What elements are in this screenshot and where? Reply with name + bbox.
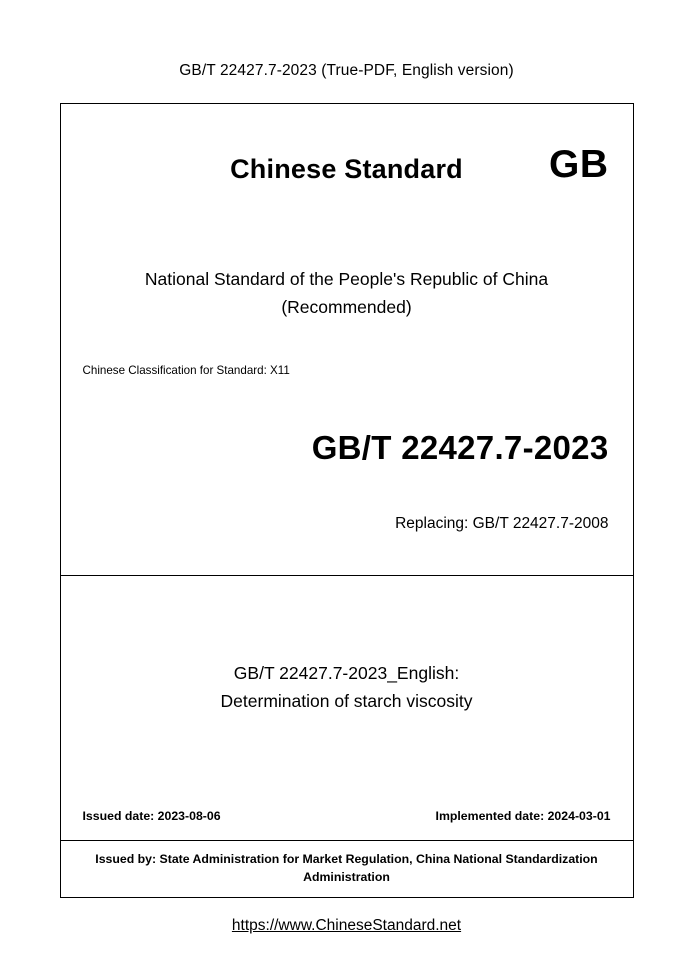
cover-bottom-section	[61, 841, 633, 897]
implemented-date: Implemented date: 2024-03-01	[435, 809, 611, 823]
cover-main-title: Chinese Standard	[230, 154, 463, 184]
national-standard-line-2: (Recommended)	[281, 297, 412, 318]
english-title-line-2: Determination of starch viscosity	[220, 691, 473, 712]
standard-cover-frame	[60, 103, 634, 898]
standard-number: GB/T 22427.7-2023	[311, 428, 609, 466]
issued-by-text: Issued by: State Administration for Market Regulation, China National Standardization Administration	[95, 852, 598, 885]
cover-middle-section	[61, 576, 633, 841]
issued-date: Issued date: 2023-08-06	[82, 809, 221, 823]
source-website-link[interactable]: https://www.ChineseStandard.net	[231, 916, 462, 934]
national-standard-line-1: National Standard of the People's Republic of China	[144, 269, 549, 289]
classification-code: Chinese Classification for Standard: X11	[82, 363, 290, 377]
english-title-line-1: GB/T 22427.7-2023_English:	[233, 663, 460, 683]
gb-logo-mark: GB	[549, 143, 609, 186]
dates-row	[83, 809, 611, 823]
page-caption: GB/T 22427.7-2023 (True-PDF, English version)	[179, 62, 514, 79]
cover-upper-section	[61, 104, 633, 576]
title-row	[83, 104, 611, 190]
replacing-standard: Replacing: GB/T 22427.7-2008	[395, 514, 609, 532]
english-title-block	[83, 659, 611, 716]
national-standard-lines	[83, 265, 611, 322]
